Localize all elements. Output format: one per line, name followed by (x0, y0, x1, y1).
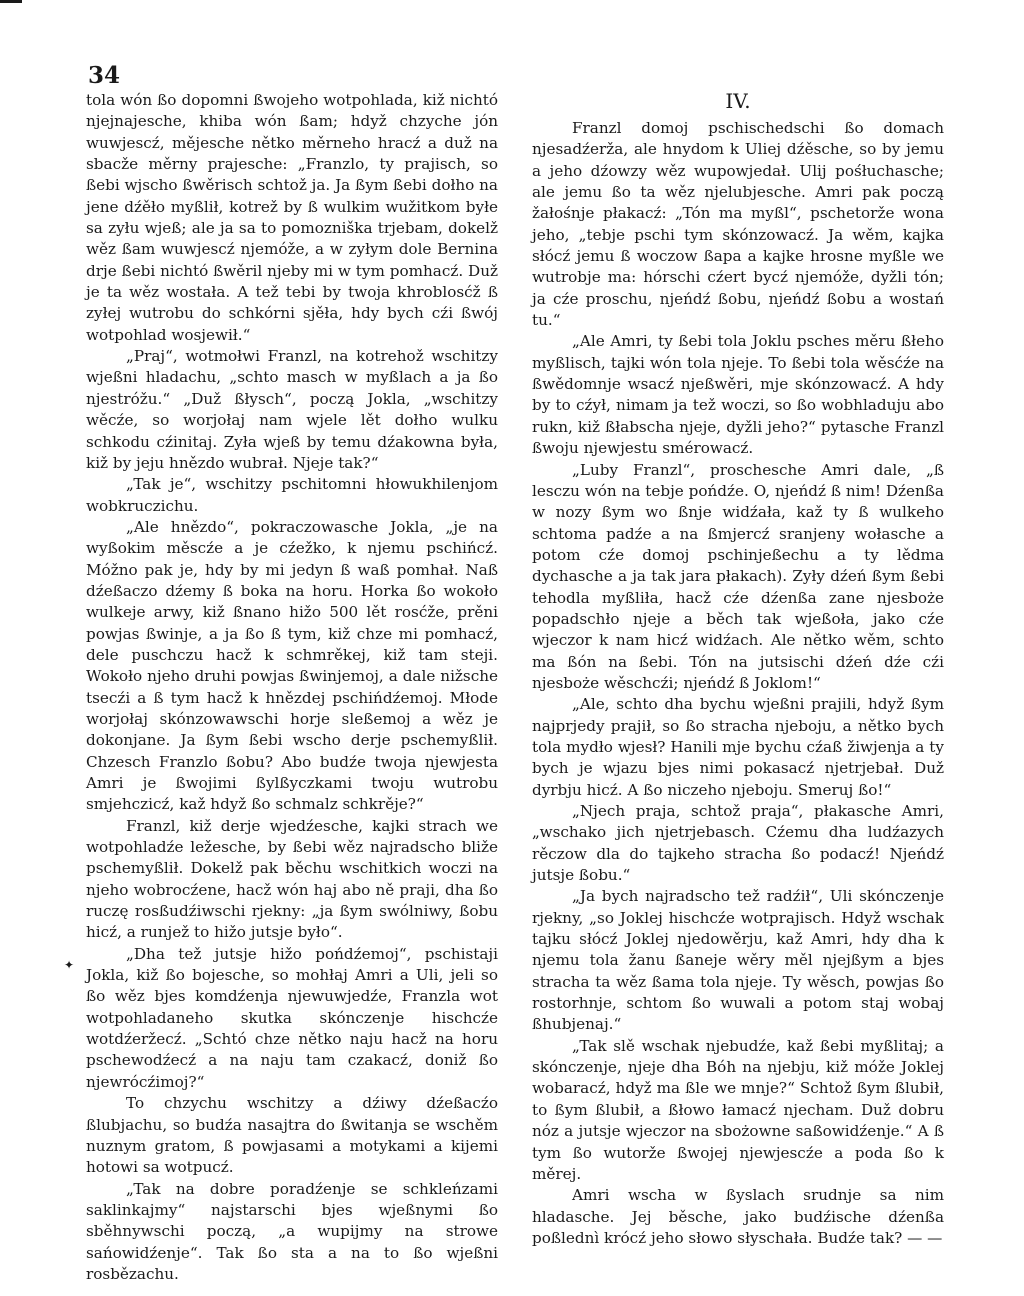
left-column (86, 90, 498, 1285)
paragraph: tola wón ßo dopomni ßwojeho wotpohlada, kiž nichtó njejnajesche, khiba wón ßam; hdyž chzyche jón wuwjescź, mějesche nětko měrneho hracź a duž na sbacže měrny prajesche: „Franzlo, ty prajisch, so ßebi wjscho ßwěrisch schtož ja. Ja ßym ßebi dołho na jene dźěło myßlił, kotrež by ß wulkim wužitkom byłe sa zyłu wjeß; ale ja sa to pomozniška trjebam, dokelž wěz ßam wuwjescź njemóže, a w zyłym dole Bernina drje ßebi nichtó ßwěril njeby mi w tym pomhacź. Duž je ta wěz wostała. A tež tebi by twoja khroblosćž ß zyłej wutrobu do schkórni sjěła, hdy bych cźi ßwój wotpohlad wosjewił.“ (86, 91, 498, 344)
right-column (532, 90, 944, 1249)
corner-mark (0, 0, 22, 3)
paragraph: To chzychu wschitzy a dźiwy dźeßacźo ßlubjachu, so budźa nasajtra do ßwitanja se wschěm nuznym gratom, ß powjasami a motykami a kijemi hotowi sa wotpucź. (86, 1094, 498, 1177)
page-number: 34 (88, 62, 121, 89)
paragraph: „Njech praja, schtož praja“, płakasche Amri, „wschako jich njetrjebasch. Cźemu dha ludźazych rěczow dla do tajkeho stracha ßo podacź! Njeńdź jutsje ßobu.“ (532, 802, 944, 885)
final-text: Amri wscha w ßyslach srudnje sa nim hladasche. Jej běsche, jako budźische dźenßa poßlednì krócź jeho słowo słyschała. Budźe tak? (532, 1186, 944, 1247)
paragraph: „Ale Amri, ty ßebi tola Joklu psches měru ßłeho myßlisch, tajki wón tola njeje. To ßebi tola wěsćźe na ßwědomnje wsacź njeßwěri, mje skónzowacź. A hdy by to cźył, nimam ja tež woczi, so ßo wobhladuju abo rukn, kiž ßłabscha njeje, dyžli jeho?“ pytasche Franzl ßwoju njewjestu smérowacź. (532, 332, 944, 458)
paragraph: „Ale hnězdo“, pokraczowasche Jokla, „je na wyßokim měscźe a je cźežko, k njemu pschińcź. Móžno pak je, hdy by mi jedyn ß waß pomhał. Naß dźeßaczo dźemy ß boka na horu. Horka ßo wokoło wulkeje arwy, kiž ßnano hižo 500 lět rosćže, prěni powjas ßwinje, a ja ßo ß tym, kiž chze mi pomhacź, dele puschczu hacž k schmrěkej, kiž tam steji. Wokoło njeho druhi powjas ßwinjemoj, a dale nižsche tsecźi a ß tym hacž k hnězdej pschińdźemoj. Młode worjołaj skónzowawschi horje sleßemoj a wěz je dokonjane. Ja ßym ßebi wscho derje pschemyßlił. Chzesch Franzlo ßobu? Abo budźe twoja njewjesta Amri je ßwojimi ßylßyczkami twoju wutrobu smjehczicź, kaž hdyž ßo schmalz schkrěje?“ (86, 517, 498, 814)
paragraph: „Luby Franzl“, proschesche Amri dale, „ß lesczu wón na tebje pońdźe. O, njeńdź ß nim! Dźenßa w nozy ßym wo ßnje widźała, kaž ty ß wulkeho schtoma padźe a na ßmjercź sranjeny wołasche a potom cźe domoj pschinjeßechu a ty lědma dychasche a ja tak jara płakach). Zyły dźeń ßym ßebi tehodla myßliła, hacž cźe dźenßa zane njesboże popadschło njeje a běch tak wjeßoła, jako cźe wjeczor k nam hicź widźach. Ale nětko wěm, schto ma ßón na ßebi. Tón na jutsischi dźeń dźe cźi njesboże wěschcźi; njeńdź ß Joklom!“ (532, 460, 944, 692)
paragraph: „Tak slě wschak njebudźe, kaž ßebi myßlitaj; a skónczenje, njeje dha Bóh na njebju, kiž móže Joklej wobaracź, hdyž ma ßle we mnje?“ Schtož ßym ßlubił, to ßym ßlubił, a ßłowo łamacź njecham. Duž dobru nóz a jutsje wjeczor na sbożowne saßowidźenje.“ A ß tym ßo wutorže ßwojej njewjescźe a poda ßo k měrej. (532, 1036, 944, 1183)
paragraph: „Tak na dobre poradźenje se schkleńzami saklinkajmy“ najstarschi bjes wjeßnymi ßo sběhnywschi począ, „a wupijmy na strowe sańowidźenje“. Tak ßo sta a na to ßo wjeßni rosbězachu. (86, 1179, 498, 1283)
paragraph: „Ja bych najradscho tež radźił“, Uli skónczenje rjekny, „so Joklej hischcźe wotprajisch. Hdyž wschak tajku słócź Joklej njedowěrju, kaž Amri, hdy dha k njemu tola žanu ßaneje wěry měl njejßym a bjes stracha ta wěz ßama tola njeje. Ty wěsch, powjas ßo rostorhnje, schtom ßo wuwali a potom staj wobaj ßhubjenaj.“ (532, 887, 944, 1034)
margin-mark: ✦ (64, 958, 75, 972)
chapter-heading: IV. (725, 89, 751, 113)
paragraph-final (532, 1185, 944, 1249)
paragraph: „Dha tež jutsje hižo pońdźemoj“, pschistaji Jokla, kiž ßo bojesche, so mohłaj Amri a Uli, jeli so ßo wěz bjes komdźenja njewuwjedźe, Franzla wot wotpohladaneho skutka skónczenje hischcźe wotdźeržecź. „Schtó chze nětko naju hacž na horu pschewodźecź a na naju tam czakacź, doniž ßo njewrócźimoj?“ (86, 944, 498, 1091)
ending-dashes: — — (907, 1228, 943, 1247)
paragraph: Franzl domoj pschischedschi ßo domach njesadźerža, ale hnydom k Uliej dźěsche, so by jemu a jeho dźowzy wěz wupowjedał. Ulij pośłuchasche; ale jemu ßo ta wěz njelubjesche. Amri pak począ žałośnje płakacź: „Tón ma myßl“, pschetorže wona jeho, „tebje pschi tym skónzowacź. Ja wěm, kajka słócź jemu ß woczow ßapa a kajke hrosne myßle we wutrobje ma: hórschi cźert bycź njemóže, dyžli tón; ja cźe proschu, njeńdź ßobu, njeńdź ßobu a wostań tu.“ (532, 119, 944, 330)
paragraph: Franzl, kiž derje wjedźesche, kajki strach we wotpohladźe ležesche, by ßebi wěz najradscho bliže pschemyßlił. Dokelž pak běchu wschitkich woczi na njeho wobrocźene, hacž wón haj abo ně praji, dha ßo ruczę rosßudźiwschi rjekny: „ja ßym swólniwy, ßobu hicź, a runjež to hižo jutsje było“. (86, 816, 498, 942)
paragraph: „Tak je“, wschitzy pschitomni hłowukhilenjom wobkruczichu. (86, 475, 498, 515)
paragraph: „Praj“, wotmołwi Franzl, na kotrehož wschitzy wjeßni hladachu, „schto masch w myßlach a ja ßo njestróžu.“ „Duž ßłysch“, począ Jokla, „wschitzy wěcźe, so worjołaj nam wjele lět dołho wulku schkodu cźinitaj. Zyła wjeß by temu dźakowna była, kiž by jeju hnězdo wubrał. Njeje tak?“ (86, 347, 498, 472)
paragraph: „Ale, schto dha bychu wjeßni prajili, hdyž ßym najprjedy prajił, so ßo stracha njeboju, a nětko bych tola mydło wjesł? Hanili mje bychu cźaß žiwjenja a ty bych je wjazu bjes nimi pokasacź njetrjebał. Duž dyrbju hicź. A ßo niczeho njeboju. Smeruj ßo!“ (532, 695, 944, 799)
